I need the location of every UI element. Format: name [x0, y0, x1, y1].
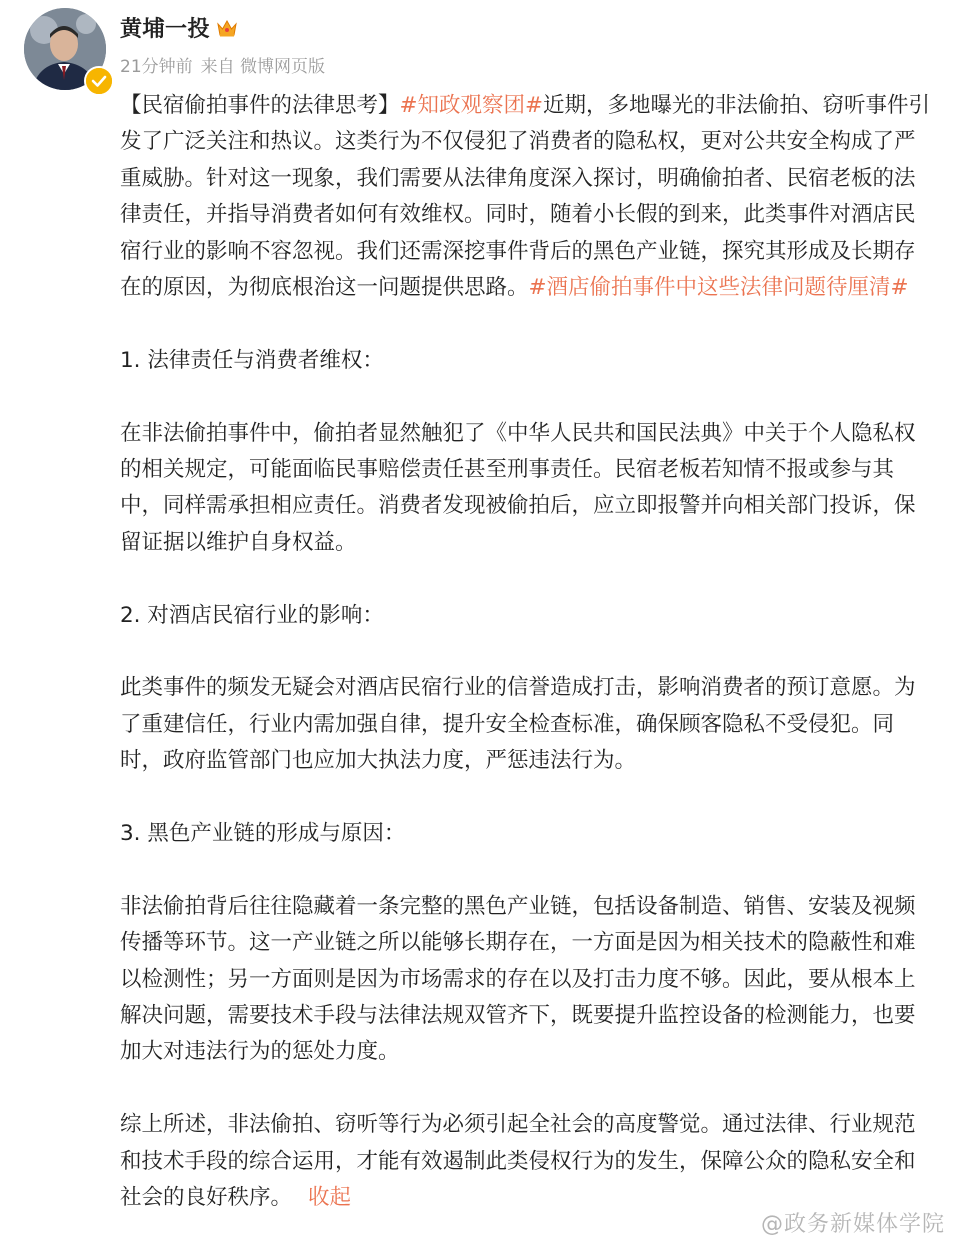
post-header [0, 0, 957, 90]
section-body: 非法偷拍背后往往隐藏着一条完整的黑色产业链，包括设备制造、销售、安装及视频传播等环节。这一产业链之所以能够长期存在，一方面是因为相关技术的隐蔽性和难以检测性；另一方面则是因为市场需求的存在以及打击力度不够。因此，要从根本上解决问题，需要技术手段与法律法规双管齐下，既要提升监控设备的检测能力，也要加大对违法行为的惩处力度。 [120, 893, 916, 1065]
section-body: 此类事件的频发无疑会对酒店民宿行业的信誉造成打击，影响消费者的预订意愿。为了重建信任，行业内需加强自律，提升安全检查标准，确保顾客隐私不受侵犯。同时，政府监管部门也应加大执法力度，严惩违法行为。 [120, 675, 916, 774]
post-time[interactable]: 21分钟前 [120, 57, 193, 77]
author-name-row [120, 12, 238, 44]
paragraph-spacer [120, 561, 936, 597]
section-title: 3. 黑色产业链的形成与原因： [120, 821, 406, 847]
hashtag-link[interactable]: #知政观察团# [399, 93, 544, 118]
hashtag-link[interactable]: #酒店偷拍事件中这些法律问题待厘清# [528, 275, 909, 301]
post-intro-body: 近期，多地曝光的非法偷拍、窃听事件引发了广泛关注和热议。这类行为不仅侵犯了消费者的隐私权，更对公共安全构成了严重威胁。针对这一现象，我们需要从法律角度深入探讨，明确偷拍者、民宿老板的法律责任，并指导消费者如何有效维权。同时，随着小长假的到来，此类事件对酒店民宿行业的影响不容忽视。我们还需深挖事件背后的黑色产业链，探究其形成及长期存在的原因，为彻底根治这一问题提供思路。 [120, 93, 931, 301]
section-body: 在非法偷拍事件中，偷拍者显然触犯了《中华人民共和国民法典》中关于个人隐私权的相关规定，可能面临民事赔偿责任甚至刑事责任。民宿老板若知情不报或参与其中，同样需承担相应责任。消费者发现被偷拍后，应立即报警并向相关部门投诉，保留证据以维护自身权益。 [120, 420, 916, 555]
section-title: 1. 法律责任与消费者维权： [120, 347, 384, 373]
paragraph-spacer [120, 634, 936, 670]
post-intro [120, 88, 936, 306]
avatar[interactable] [24, 8, 106, 90]
post-intro-prefix: 【民宿偷拍事件的法律思考】 [120, 93, 400, 118]
paragraph-spacer [120, 1071, 936, 1107]
paragraph-spacer [120, 852, 936, 888]
verified-icon [84, 66, 114, 96]
post-conclusion [120, 1107, 936, 1216]
conclusion-text: 综上所述，非法偷拍、窃听等行为必须引起全社会的高度警觉。通过法律、行业规范和技术手段的综合运用，才能有效遏制此类侵权行为的发生，保障公众的隐私安全和社会的良好秩序。 [120, 1112, 916, 1211]
paragraph-spacer [120, 306, 936, 342]
watermark: @政务新媒体学院 [760, 1212, 945, 1237]
section-title: 2. 对酒店民宿行业的影响： [120, 602, 384, 628]
paragraph-spacer [120, 780, 936, 816]
author-name[interactable]: 黄埔一投 [120, 17, 211, 42]
crown-icon[interactable] [216, 18, 238, 44]
collapse-button[interactable]: 收起 [308, 1185, 352, 1211]
paragraph-spacer [120, 379, 936, 415]
post-meta [120, 52, 333, 77]
post-body [120, 88, 936, 1216]
post-source: 来自 微博网页版 [200, 57, 326, 77]
